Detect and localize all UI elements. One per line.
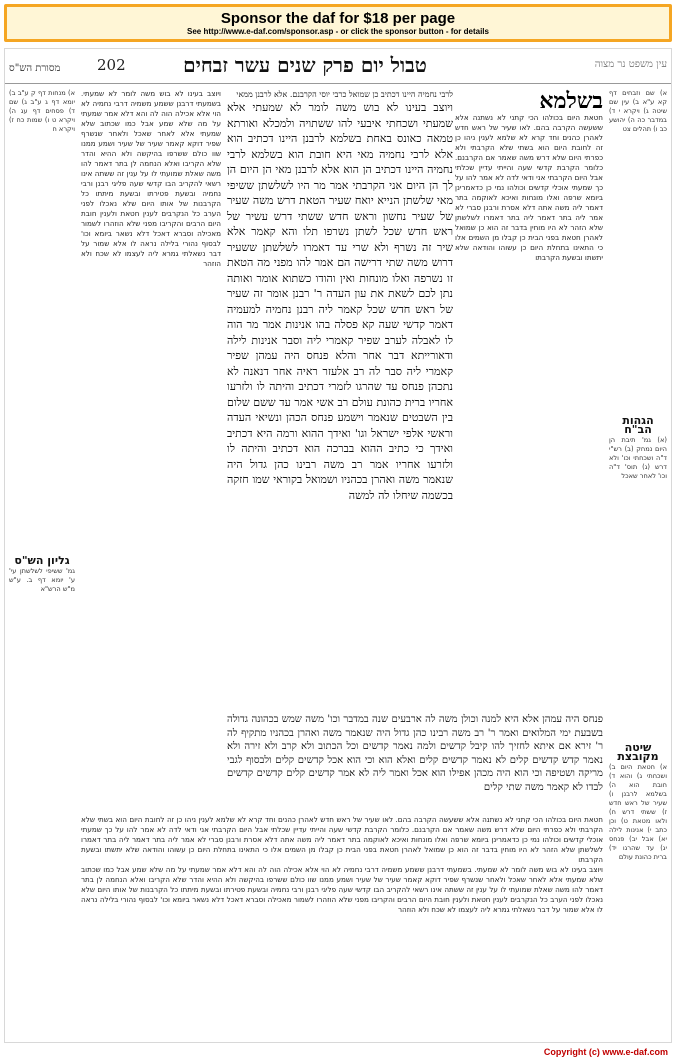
page-number: 202	[97, 56, 126, 74]
gilyon-hashas-title: גליון הש"ס	[14, 554, 70, 567]
ein-mishpat-tab: עין משפט נר מצוה	[594, 59, 667, 70]
left-margin-column	[9, 89, 75, 1029]
lower-rashi-text: חטאת היום בכולהו הכי קתני לא נשתנה אלא ששעשה הקרבה בהם. לאו שעיר של ראש חדש לאהרן כהנים וחד קרא לא שלמא לענין ניהו כן זה לחובת היום הוא בשתי שלא הקרבתי ולא כפרתי היום שלא דרש משה שאמר אם הקרבנם. כלומר הקרבת קדשי שעה והייתי עדיין שכלתי אבל היום הקרבתי אני ודאי לדה לא אמר להו על כך שמעתי אוכלי קדשים וכולהו נמי כן כדאמרינן ביומא שרפה ואלו מונחות ואיכא לאוקמה בתר דאמר ליה משה אתה דלא אסרת ורבנן סברי לא אמר ליה בתר דאמר ליה בתר דאמרו לשלשתן שלא הזהר לא היו מוחין בדבר זה הוא כן שמואל לאהרן חטאת בפני הבית כן קבלו מן השמים אלו כי התאינו בתחלת היום כן עשוהו והודאה שלא יתשתו ובשעת הקרבתו	[81, 815, 603, 864]
tosafot-column	[81, 89, 221, 809]
sponsor-subtitle[interactable]: See http://www.e-daf.com/sponsor.asp - or click the sponsor button - for details	[187, 27, 489, 36]
tosafot-text: ויוצב בעינו לא בוש משה לומר לא שמעתי. בשמעתי דרבנן ששמע משמיה דרבי נחמיה לא הוי אלא אכילה הוה לה והא דלא אמר שמעתי על מה שלא שמע אבל כמו שכתוב שלא שמעתי אלא לאחר שאכל ולאחר שנשרף שפיר דוקא קאמר שעיר של שעיר ושמע ממנו שוו כולם ששרפו בהיקשה ולא ההיא והדר שלא הקריבו ואלא הנחמה לן בתר דאמר להו משה שאלת שמועתי לו על ענין זה ששתה אינו רשאי להקריב הבו קדשי שעה פליגי רבנן ורבי נחמיה ובשעת פטירתו ובשעת מיתתו כל הקרבנות של אותו היום שלא נאכלו לפני הערב כל הנקרבים לענין חטאת ולענין חובת היום הרבים והקריבו מפני שלא הוזהרו לשמור מאכילה וסברא דאכל דלא נשאר ביומא וכו' לבסוף נהורי בלילה נראה לו אלא שמור על דבר נשאלתי גמרא ליה לעצמו לא שכח ולא הוזהר	[81, 89, 221, 268]
page-header	[5, 53, 671, 83]
left-margin-notes: א) מנחות דף ק ע"ב ב) יומא דף ג ע"ב ג) שם ד) פסחים דף עג ה) ויקרא ט ו) שמות כח ז) ויקרא ח	[9, 89, 75, 133]
gemara-head: לרבי נחמיה היינו דכתיב כן שמואל כרבי יוסי הקרבנם. אלא לרבנן ממאי	[236, 90, 453, 99]
chapter-title: טבול יום פרק שנים עשר זבחים	[183, 53, 427, 77]
masoret-hashas-tab: מסורת הש"ס	[9, 63, 61, 74]
header-rule	[5, 83, 671, 84]
gemara-lower	[227, 713, 603, 809]
opening-word: בשלמא	[539, 89, 603, 114]
rashi-column	[455, 89, 603, 729]
lower-tosafot-text: ויוצב בעינו לא בוש משה לומר לא שמעתי. בשמעתי דרבנן ששמע משמיה דרבי נחמיה לא הוי אלא אכילה הוה לה והא דלא אמר שמעתי על מה שלא שמע אבל כמו שכתוב שלא שמעתי אלא לאחר שאכל ולאחר שנשרף שפיר דוקא קאמר שעיר של שעיר ושמע ממנו שוו כולם ששרפו בהיקשה ולא ההיא והדר שלא הקריבו ואלא הנחמה לן בתר דאמר להו משה שאלת שמועתי לו על ענין זה ששתה אינו רשאי להקריב הבו קדשי שעה פליגי רבנן ורבי נחמיה ובשעת פטירתו ובשעת מיתתו כל הקרבנות של אותו היום שלא נאכלו לפני הערב כל הנקרבים לענין חטאת ולענין חובת היום הרבים והקריבו מפני שלא הוזהרו לשמור מאכילה וסברא דאכל דלא נשאר ביומא וכו' לבסוף נהורי בלילה נראה לו אלא שמור על דבר נשאלתי גמרא ליה לעצמו לא שכח ולא הוזהר	[81, 865, 603, 914]
hagahot-habach-text: (א) גמ' תיבת הן היום נמחק (ב) רש"י ד"ה ושכחתי וכו' ולא דרש (ג) תוס' ד"ה וכו' לאחר שאכל	[609, 436, 667, 480]
gemara-text: ויוצב בעינו לא בוש משה לומר לא שמעתי אלא שמעתי ושכחתי איבעי להו ששתויה ולמכלא ואורתא טמאה כאונס באחת בשלמא לרבנן היינו דכתיב הוא אלא לרבי נחמיה מאי היא חובת הוא בשלמא לרבי נחמיה היינו דכתיב הן הוא אלא לרבנן מאי הן היום הן לך הן היום אני הקרבתי אמר מר היו לשלשתן ששיפי מאי שלשתן הנייא יואח שעיר הטאת דרש משה שעיר של שעיר נחשון וראש חדש ששתי דרש עשיר של ראש חדש שכל לשתן נשרפו תלו והא קאמר אלא שיר זה נשרף ולא שרי עד דאמרו לשלשתן ששעיר דרוש משה שתי דרישה הם אמר להו מפני מה הטאת זו נשרפה ואלו מונחות ואין והודו כשתוא אומר ואותה נתן לכם לשאת את עון העדה ר' רבנן אומר זה שעיר של ראש חדש שכל קאמר ליה רבנן נחמיה למעמיה דאמר קדשי שעה קא פסלה בהו אנינות אמר מר הוה לו לאבלה לערב שפיר קאמרי ליה וסבר אנינות לילה ודאורייתא דבר אחר והלא פנחס היה עמהן שפיר קאמרי ליה סבר לה רב אלעזר ראיה אחר דנאנה לא נתכהן פנחס עד שהרגו לזמרי דכתיב והיתה לו ולזרעו אחריו ברית כהונת עולם רב אשי אמר עד ששם שלום בין השבטים שנאמר וישמע פנחס הכהן ונשיאי העדה וראשי אלפי ישראל וגו' ואידך ההוא ורמה היא דכתיב ואידך כי כתיב ההוא בברכה הוא דכתיב והיתה לו ולזרעו אחריו אמר רב משה רבינו כהן גדול היה שנאמר משה ואהרן בכהניו ושמואל בקוראי שמו חזקה בכשמה שיחלו לה למשה	[227, 101, 453, 502]
sponsor-banner[interactable]	[4, 4, 672, 42]
lower-commentary	[81, 815, 603, 1037]
gemara-column	[227, 89, 453, 709]
shita-mekubetzet-title: שיטה מקובצת	[617, 741, 659, 763]
right-margin-column	[609, 89, 667, 1029]
gemara-lower-text: פנחס היה עמהן אלא היא למנה וכולן משה לה ארבעים שנה במדבר וכו' משה שמש בכהונה גדולה בשבעת ימי המלואים ואמר ר' רב משה רבינו כהן גדול היה שנאמר משה ואהרן בכהניו מתקיף לה ר' זירא אם איתא לחזיך להו קיבל קדשים ולמה נאמר קדשים וכל הכתוב ולא קרב ולא זירה ולא נאמר קדש קדשים קלים לא נאמר קדשים קלים ואלא הוא וכי הוא אכל קדשים קלים ולבסוף לגבי מריקה ושטיפה וכי הוא היה מכהן אפילו הוא אכל ואמר ליה לא אמר קדשים קלים קדשים קדשים לבדו לא קאמר משה שתי קלים	[227, 714, 603, 793]
gilyon-hashas-text: גמ' ששיפי לשלשתן עי' ע' יומא דף ב. ע"ש מ"ש הרש"א	[9, 567, 75, 593]
sponsor-title[interactable]: Sponsor the daf for $18 per page	[220, 10, 456, 27]
rashi-text: חטאת היום בכולהו הכי קתני לא נשתנה אלא ששעשה הקרבה בהם. לאו שעיר של ראש חדש לאהרן כהנים וחד קרא לא שלמא לענין ניהו כן זה לחובת היום הוא בשתי שלא הקרבתי ולא כפרתי היום שלא דרש משה שאמר אם הקרבנם. כלומר הקרבת קדשי שעה והייתי עדיין שכלתי אבל היום הקרבתי אני ודאי לדה לא אמר להו על כך שמעתי אוכלי קדשים וכולהו נמי כן כדאמרינן ביומא שרפה ואלו מונחות ואיכא לאוקמה בתר דאמר ליה משה אתה דלא אסרת ורבנן סברי לא אמר ליה בתר דאמר ליה בתר דאמרו לשלשתן שלא הזהר לא היו מוחין בדבר זה הוא כן שמואל לאהרן חטאת בפני הבית כן קבלו מן השמים אלו כי התאינו בתחלת היום כן עשוהו והודאה שלא יתשתו ובשעת הקרבתו	[455, 113, 603, 262]
shita-mekubetzet-text: א) חטאת היום ב) ושכחתי ג) והוא ד) חובת הוא ה) בשלמא לרבנן ו) שעיר של ראש חדש ז) ששתי דרש ח) ולאו מטאת ט) וכן כתב י) אנינות לילה יא) אבל יב) פנחס יג) עד שהרגו יד) ברית כהונת עולם	[609, 763, 667, 861]
talmud-page	[4, 48, 672, 1043]
copyright-link[interactable]: Copyright (c) www.e-daf.com	[543, 1047, 668, 1057]
right-margin-notes: א) שם וזבחים דף קא ע"א ב) עין שם שיטה ג) ויקרא י ד) במדבר כה ה) יהושע כב ו) תהלים צט	[609, 89, 667, 133]
hagahot-habach-title: הגהות הב"ח	[622, 414, 654, 436]
